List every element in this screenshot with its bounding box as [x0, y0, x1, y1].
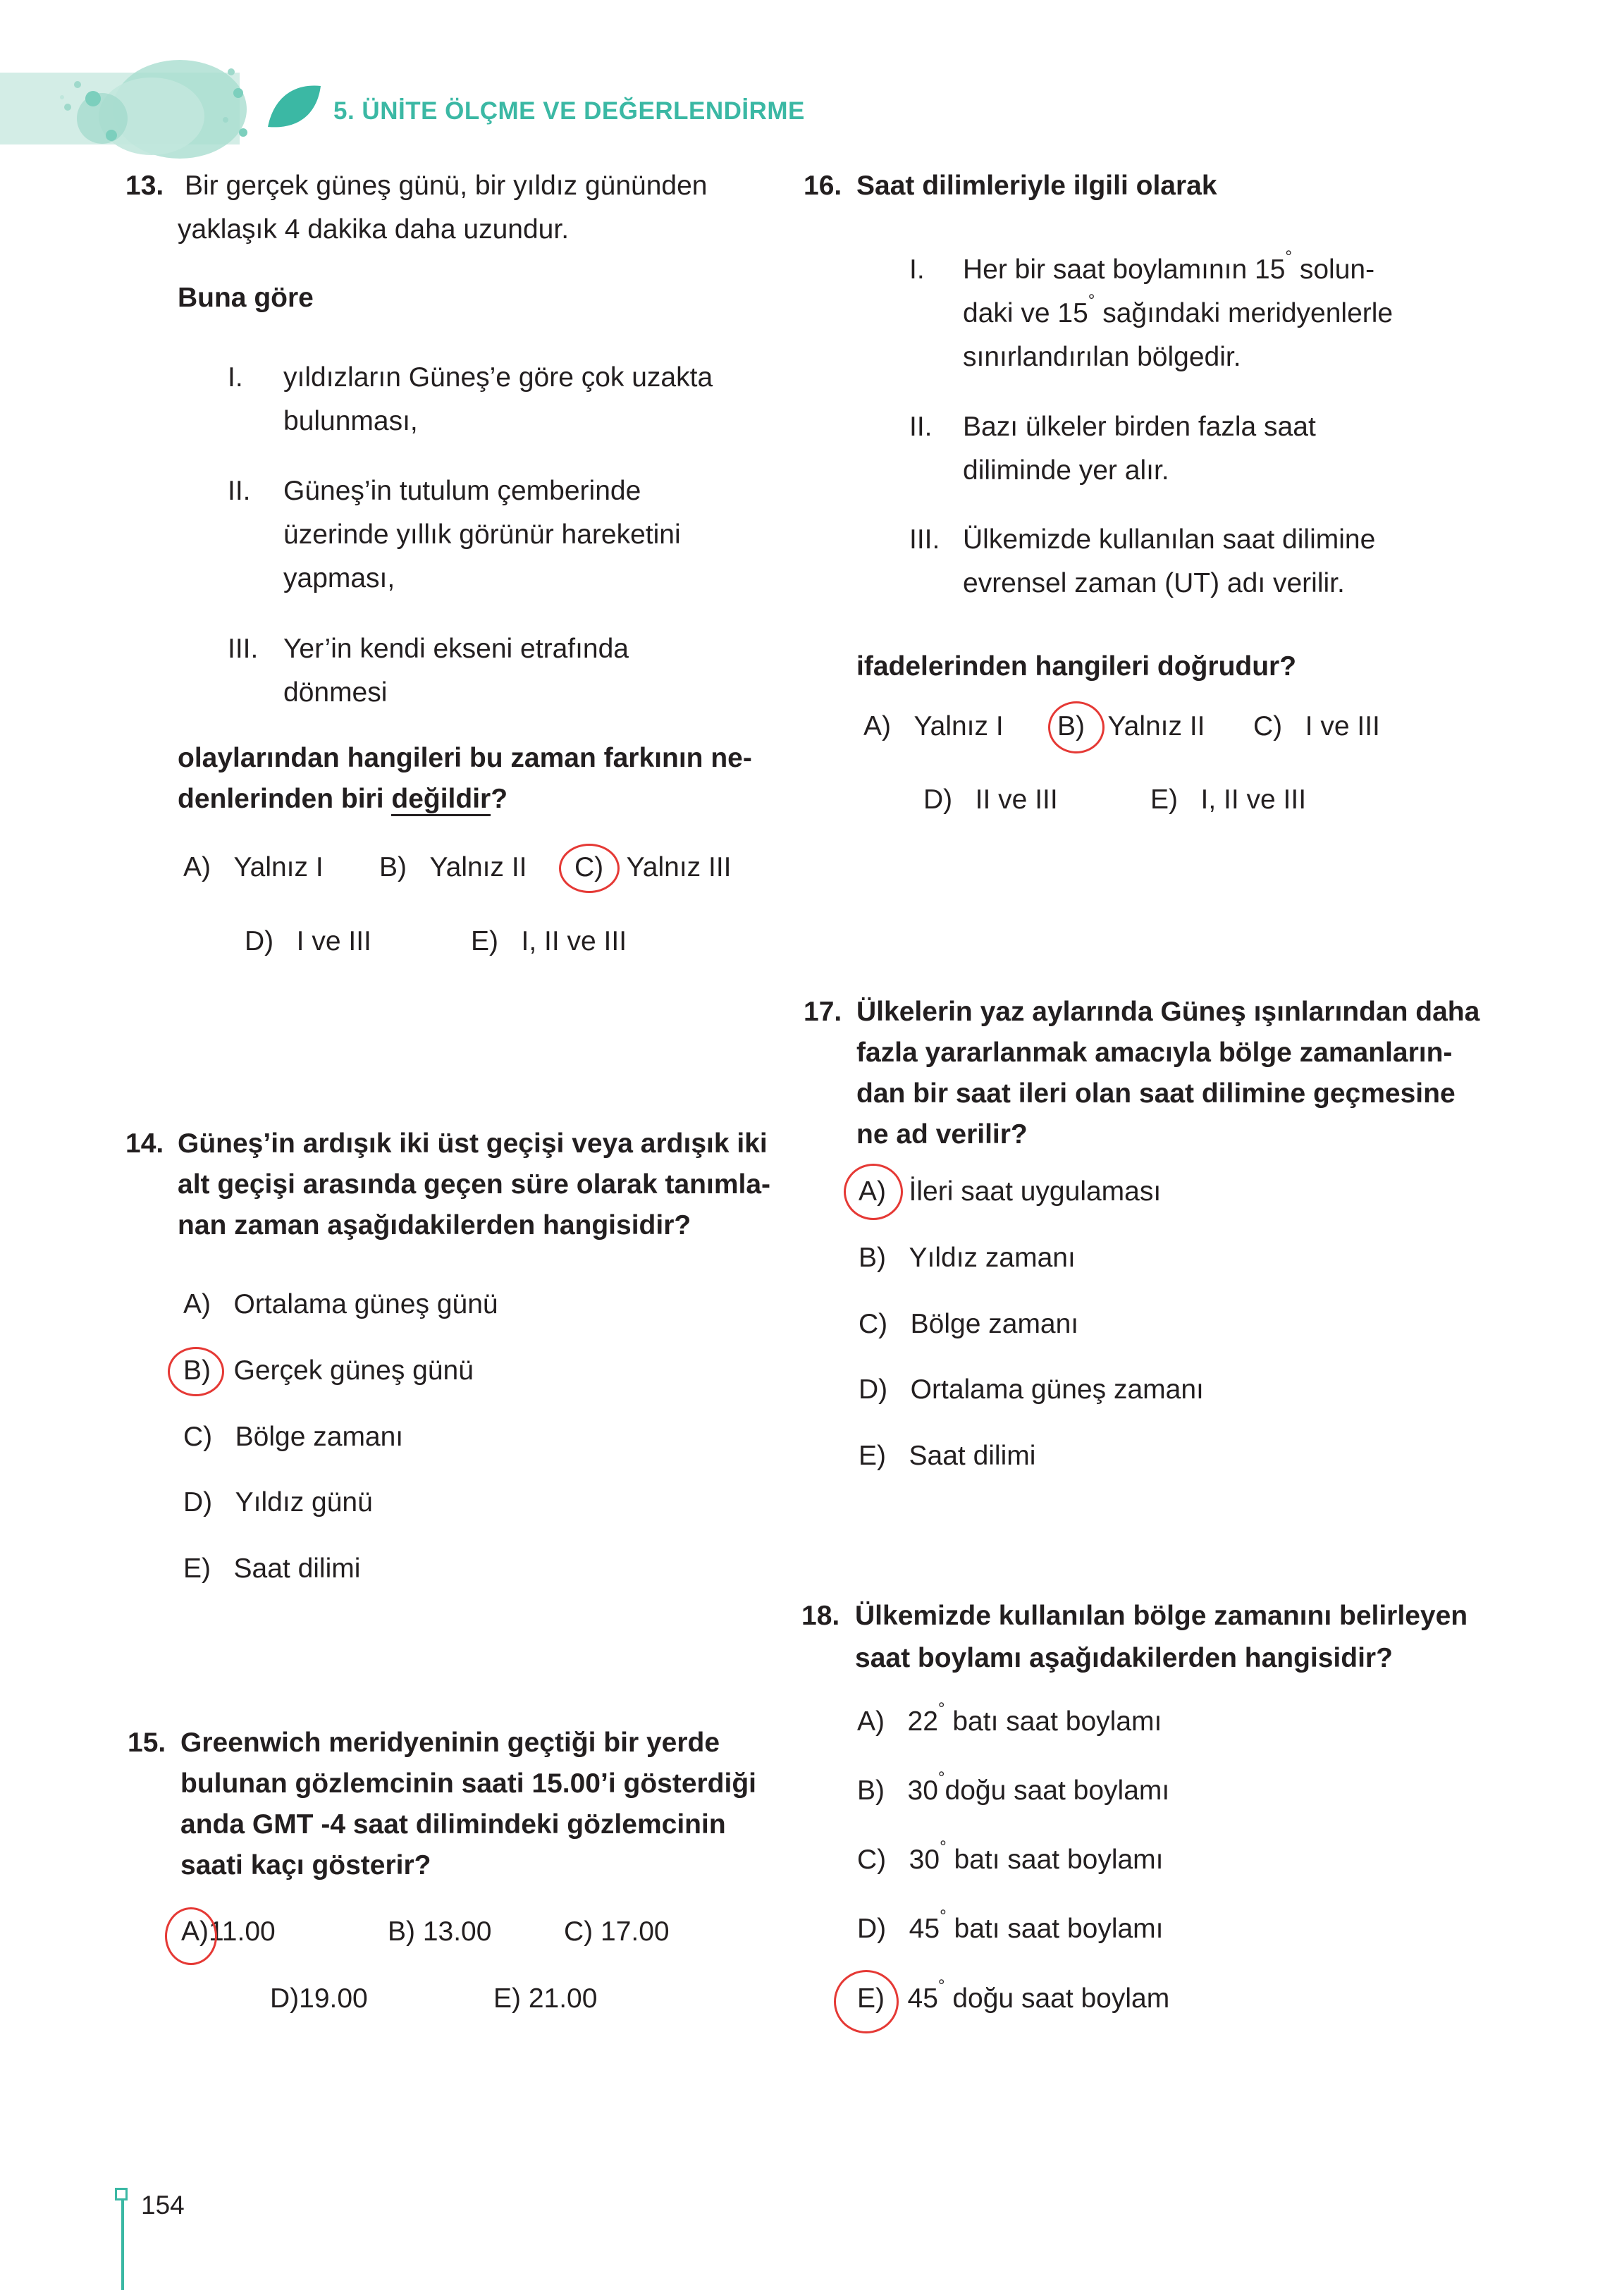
statement-line: Yer’in kendi ekseni etrafında — [283, 634, 629, 664]
question-number: 13. — [125, 171, 164, 201]
answer-circle — [559, 844, 620, 893]
question-text-line: saat boylamı aşağıdakilerden hangisidir? — [855, 1643, 1393, 1673]
question-text-line: bulunan gözlemcinin saati 15.00’i gösterdiği — [180, 1768, 757, 1799]
answer-circle — [168, 1347, 224, 1396]
option-a[interactable]: A) Yalnız I — [863, 711, 1004, 741]
option-c[interactable]: C) Bölge zamanı — [859, 1309, 1079, 1339]
page-number: 154 — [141, 2191, 185, 2220]
statement-roman: III. — [909, 524, 940, 555]
question-number: 17. — [804, 997, 842, 1027]
question-number: 15. — [128, 1728, 166, 1758]
option-b[interactable]: B) Yalnız II — [379, 852, 527, 882]
option-d[interactable]: D) I ve III — [245, 926, 371, 956]
statement-line: dönmesi — [283, 677, 388, 708]
question-text-line: Ülkemizde kullanılan bölge zamanını belirleyen — [855, 1601, 1468, 1631]
statement-line: daki ve 15° sağındaki meridyenlerle — [963, 291, 1394, 328]
statement-line: sınırlandırılan bölgedir. — [963, 342, 1241, 372]
question-text-line: saati kaçı gösterir? — [180, 1850, 431, 1880]
answer-circle — [834, 1970, 899, 2033]
option-e[interactable]: E) Saat dilimi — [859, 1441, 1036, 1471]
question-lead: Buna göre — [178, 283, 314, 313]
statement-line: yapması, — [283, 563, 395, 593]
option-b[interactable]: B) 30°doğu saat boylamı — [857, 1768, 1170, 1806]
option-a[interactable]: A) İleri saat uygulaması — [859, 1176, 1162, 1207]
option-b[interactable]: B) Yalnız II — [1057, 711, 1205, 741]
question-text-line: fazla yararlanmak amacıyla bölge zamanların- — [856, 1038, 1453, 1068]
answer-circle — [165, 1907, 217, 1965]
question-text-line: alt geçişi arasında geçen süre olarak tanımla- — [178, 1169, 771, 1200]
option-a[interactable]: A) Yalnız I — [183, 852, 324, 882]
statement-line: Her bir saat boylamının 15° solun- — [963, 247, 1375, 285]
footer-vertical-line — [121, 2198, 124, 2290]
header-decoration-icon — [0, 42, 331, 162]
statement-line: bulunması, — [283, 406, 418, 436]
question-text-line: dan bir saat ileri olan saat dilimine geçmesine — [856, 1078, 1456, 1109]
question-text-line: Greenwich meridyeninin geçtiği bir yerde — [180, 1728, 720, 1758]
statement-line: evrensel zaman (UT) adı verilir. — [963, 568, 1345, 598]
question-text-line: denlerinden biri değildir? — [178, 777, 508, 821]
statement-roman: I. — [909, 254, 925, 285]
question-lead: Saat dilimleriyle ilgili olarak — [856, 171, 1217, 201]
statement-line: diliminde yer alır. — [963, 455, 1169, 486]
option-e[interactable]: E) 21.00 — [493, 1983, 598, 2014]
statement-line: Ülkemizde kullanılan saat dilimine — [963, 524, 1376, 555]
option-a[interactable]: A) Ortalama güneş günü — [183, 1289, 498, 1319]
question-stem-line: Bir gerçek güneş günü, bir yıldız gününden — [185, 171, 708, 201]
option-c[interactable]: C) 30° batı saat boylamı — [857, 1837, 1164, 1875]
option-c[interactable]: C) Yalnız III — [574, 852, 732, 882]
statement-roman: I. — [228, 362, 243, 393]
option-e[interactable]: E) Saat dilimi — [183, 1553, 361, 1584]
option-d[interactable]: D) Ortalama güneş zamanı — [859, 1374, 1204, 1405]
question-number: 18. — [801, 1601, 840, 1631]
option-e[interactable]: E) I, II ve III — [1150, 784, 1307, 815]
option-e[interactable]: E) I, II ve III — [471, 926, 627, 956]
option-c[interactable]: C) I ve III — [1253, 711, 1380, 741]
question-text-line: ifadelerinden hangileri doğrudur? — [856, 651, 1297, 682]
question-text-line: olaylarından hangileri bu zaman farkının ne- — [178, 743, 752, 773]
option-b[interactable]: B) 13.00 — [388, 1916, 492, 1947]
underlined-word: değildir — [391, 784, 491, 816]
question-text-line: ne ad verilir? — [856, 1119, 1028, 1150]
question-text-line: nan zaman aşağıdakilerden hangisidir? — [178, 1210, 691, 1241]
answer-circle — [1048, 701, 1105, 753]
option-e[interactable]: E) 45° doğu saat boylam — [857, 1976, 1170, 2014]
statement-line: Güneş’in tutulum çemberinde — [283, 476, 641, 506]
option-a[interactable]: A) 22° batı saat boylamı — [857, 1699, 1162, 1737]
option-d[interactable]: D) Yıldız günü — [183, 1487, 373, 1518]
option-a[interactable]: A)11.00 — [181, 1916, 276, 1947]
statement-line: yıldızların Güneş’e göre çok uzakta — [283, 362, 713, 393]
question-number: 16. — [804, 171, 842, 201]
question-text-line: Güneş’in ardışık iki üst geçişi veya ardışık iki — [178, 1128, 768, 1159]
question-stem-line: yaklaşık 4 dakika daha uzundur. — [178, 214, 570, 245]
answer-circle — [844, 1164, 903, 1220]
statement-line: üzerinde yıllık görünür hareketini — [283, 519, 681, 550]
question-number: 14. — [125, 1128, 164, 1159]
option-d[interactable]: D) II ve III — [923, 784, 1058, 815]
footer-marker-icon — [115, 2188, 128, 2200]
option-b[interactable]: B) Yıldız zamanı — [859, 1243, 1076, 1273]
option-c[interactable]: C) Bölge zamanı — [183, 1422, 404, 1452]
statement-roman: III. — [228, 634, 259, 664]
question-text-line: Ülkelerin yaz aylarında Güneş ışınlarından daha — [856, 997, 1480, 1027]
option-d[interactable]: D)19.00 — [270, 1983, 368, 2014]
statement-roman: II. — [909, 412, 933, 442]
statement-roman: II. — [228, 476, 251, 506]
option-b[interactable]: B) Gerçek güneş günü — [183, 1355, 474, 1386]
option-d[interactable]: D) 45° batı saat boylamı — [857, 1907, 1164, 1944]
page-header-title: 5. ÜNİTE ÖLÇME VE DEĞERLENDİRME — [333, 97, 805, 125]
statement-line: Bazı ülkeler birden fazla saat — [963, 412, 1316, 442]
option-c[interactable]: C) 17.00 — [564, 1916, 670, 1947]
question-text-line: anda GMT -4 saat dilimindeki gözlemcinin — [180, 1809, 726, 1840]
